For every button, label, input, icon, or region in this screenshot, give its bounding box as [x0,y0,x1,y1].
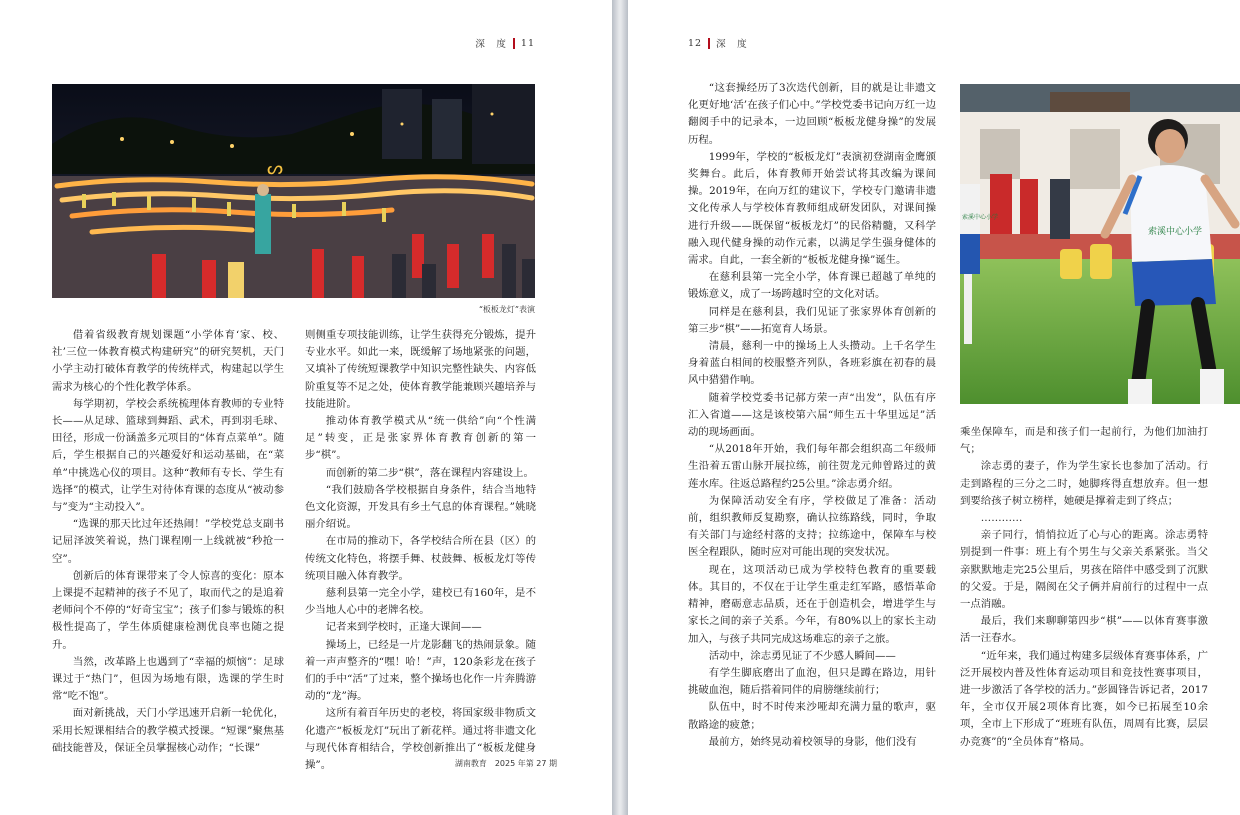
header-divider [708,38,710,49]
jersey-text: 索溪中心小学 [1148,227,1203,237]
paragraph: ………… [980,512,1023,525]
page-gutter [612,0,628,815]
paragraph: 同样是在慈利县，我们见证了张家界体育创新的第三步“棋”——拓宽育人场景。 [688,305,936,335]
right-page [628,0,1240,815]
paragraph: 为保障活动安全有序，学校做足了准备：活动前，组织教师反复勘察，确认拉练路线，同时，争取有关部门与途经村落的支持；拉练途中，保障车与校医全程跟队，随时应对可能出现的突发状况。 [688,494,936,559]
paragraph: 最后，我们来聊聊第四步“棋”——以体育赛事激活一汪春水。 [960,615,1208,645]
page-footer: 湖南教育 2025 年第 27 期 [454,759,557,768]
paragraph: 创新后的体育课带来了令人惊喜的变化：原本上课提不起精神的孩子不见了，取而代之的是追着老师问个不停的“好奇宝宝”；孩子们参与锻炼的积极性提高了，学生体质健康检测优良率也随之提升。 [52,569,284,651]
paragraph: 推动体育教学模式从“统一供给”向“个性满足”转变，正是张家界体育教育创新的第一步“棋”。 [305,415,536,462]
right-column-2 [960,424,1208,751]
page-number: 12 [688,37,703,49]
paragraph: 而创新的第二步“棋”，落在课程内容建设上。 [325,466,534,479]
paragraph: 乘坐保障车，而是和孩子们一起前行，为他们加油打气； [960,426,1208,456]
dragon-lantern-photo [52,84,535,298]
left-column-1 [52,327,284,757]
paragraph: 在市局的推动下，各学校结合所在县（区）的传统文化特色，将摆手舞、杖鼓舞、板板龙灯等传统项目融入体育教学。 [305,535,536,582]
paragraph: 面对新挑战，天门小学迅速开启新一轮优化，采用长短课相结合的教学模式授课。“短课”聚焦基础技能普及，保证全员掌握核心动作；“长课” [52,707,284,754]
paragraph: 随着学校党委书记郝方荣一声“出发”，队伍有序汇入省道——这是该校第六届“师生五十华里远足”活动的现场画面。 [688,391,936,439]
paragraph: 借着省级教育规划课题“小学体育‘家、校、社’三位一体教育模式构建研究”的研究契机，天门小学主动打破体育教学的传统样式，构建起以学生需求为核心的个性化教学体系。 [52,329,284,393]
paragraph: “从2018年开始，我们每年都会组织高二年级师生沿着五雷山脉开展拉练，前往贺龙元帅曾路过的黄莲水库。往返总路程约25公里。”涂志勇介绍。 [688,443,936,490]
running-header [688,36,748,50]
paragraph: 1999年，学校的“板板龙灯”表演初登湖南金鹰颁奖舞台。此后，体育教师开始尝试将其改编为课间操。2019年，在向万红的建议下，学校专门邀请非遗文化传承人与学校体育教师组成研发团队，对课间操进行升级——既保留“板板龙灯”的民俗精髓，又科学融入现代健身操的动作元素，以满足学生强身健体的需求。自此，一套全新的“板板龙健身操”诞生。 [688,150,936,267]
header-section: 深 度 [475,39,507,50]
paragraph: 当然，改革路上也遇到了“幸福的烦恼”：足球课过于“热门”，但因为场地有限，选课的学生时常“吃不饱”。 [52,655,284,703]
student-running-photo [960,84,1240,404]
right-column-1 [688,80,936,751]
jersey-text-small: 索溪中心小学 [962,214,999,221]
left-column-2 [305,327,536,774]
paragraph: “我们鼓励各学校根据自身条件，结合当地特色文化资源，开发具有乡土气息的体育课程。”姚晓丽介绍说。 [305,483,536,531]
paragraph: “近年来，我们通过构建多层级体育赛事体系，广泛开展校内普及性体育运动项目和竞技性赛事项目，进一步激活了各学校的活力。”彭圆锋告诉记者，2017年，全市仅开展2项体育比赛，如今已拓展至10余项，全市上下形成了“班班有队伍，周周有比赛，层层办竞赛”的“全员体育”格局。 [960,649,1208,748]
paragraph: 涂志勇的妻子，作为学生家长也参加了活动。行走到路程的三分之二时，她脚疼得直想放弃。但一想到要给孩子树立榜样，她硬是撑着走到了终点； [960,460,1208,507]
header-section: 深 度 [716,39,748,50]
paragraph: 慈利县第一完全小学，建校已有160年，是不少当地人心中的老牌名校。 [305,587,536,617]
running-header [475,36,535,50]
paragraph: 在慈利县第一完全小学，体育课已超越了单纯的锻炼意义，成了一场跨越时空的文化对话。 [688,271,936,301]
paragraph: “选课的那天比过年还热闹！”学校党总支副书记屈泽波笑着说，热门课程刚一上线就被“秒抢一空”。 [52,518,284,565]
paragraph: 清晨，慈利一中的操场上人头攒动。上千名学生身着蓝白相间的校服整齐列队，各班彩旗在初春的晨风中猎猎作响。 [688,340,936,387]
paragraph: 活动中，涂志勇见证了不少感人瞬间—— [708,649,896,662]
paragraph: 现在，这项活动已成为学校特色教育的重要载体。其目的，不仅在于让学生重走红军路，感悟革命精神，磨砺意志品质，还在于创造机会，增进学生与家长之间的亲子关系。今年，有80%以上的家长主动加入，与孩子共同完成这场难忘的亲子之旅。 [688,563,936,645]
page-number: 11 [520,37,535,49]
photo-caption: “板板龙灯”表演 [478,305,535,314]
paragraph: 操场上，已经是一片龙影翻飞的热闹景象。随着一声声整齐的“嘿！哈！”声，120条彩龙在孩子们的手中“活”了过来，整个操场也化作一片奔腾游动的“龙”海。 [305,638,536,703]
paragraph: 每学期初，学校会系统梳理体育教师的专业特长——从足球、篮球到舞蹈、武术，再到羽毛球、田径，形成一份涵盖多元项目的“体育点菜单”。随后，学生根据自己的兴趣爱好和运动基础，在“菜单”中挑选心仪的项目。这种“教师有专长、学生有选择”的模式，让学生对待体育课的态度从“被动参与”变为“主动投入”。 [52,397,284,514]
paragraph: 记者来到学校时，正逢大课间—— [325,621,482,634]
paragraph: 则侧重专项技能训练，让学生获得充分锻炼，提升专业水平。如此一来，既缓解了场地紧张的问题，又填补了传统短课教学中知识完整性缺失、内容低阶重复等不足之处，使体育教学能兼顾兴趣培养与技能进阶。 [305,329,536,410]
svg-text:ᔕ: ᔕ [267,158,284,179]
paragraph: 这所有着百年历史的老校，将国家级非物质文化遗产“板板龙灯”玩出了新花样。通过将非遗文化与现代体育相结合，学校创新推出了“板板龙健身操”。 [305,707,536,772]
header-divider [513,38,515,49]
paragraph: 有学生脚底磨出了血泡，但只是蹲在路边，用针挑破血泡，随后搭着同伴的肩膀继续前行； [688,666,936,697]
paragraph: 亲子同行，悄悄拉近了心与心的距离。涂志勇特别提到一件事：班上有个男生与父亲关系紧张。当父亲默默地走完25公里后，男孩在陪伴中感受到了沉默的父爱。于是，隔阂在父子俩并肩前行的过程中一点一点消融。 [960,529,1208,611]
paragraph: 最前方，始终晃动着校领导的身影，他们没有 [708,735,917,748]
paragraph: 队伍中，时不时传来沙哑却充满力量的歌声，驱散路途的疲惫； [688,701,936,731]
left-page [0,0,612,815]
paragraph: “这套操经历了3次迭代创新，目的就是让非遗文化更好地‘活’在孩子们心中。”学校党委书记向万红一边翻阅手中的记录本，一边回顾“板板龙健身操”的发展历程。 [688,82,936,146]
